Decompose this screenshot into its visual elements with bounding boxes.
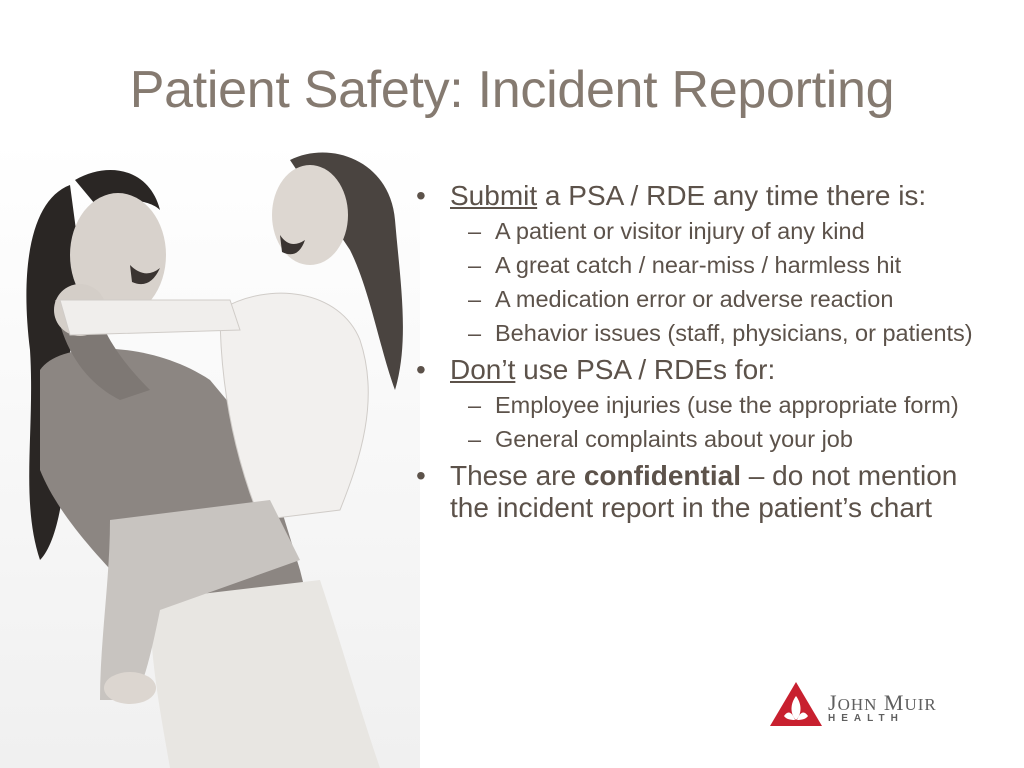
dash-marker: – <box>468 286 482 312</box>
bullet-marker: • <box>416 180 426 211</box>
logo-name: JOHN MUIR <box>828 690 937 715</box>
logo-subtitle: HEALTH <box>828 713 904 724</box>
bullet-marker: • <box>416 460 426 491</box>
bullet-dont-emphasis: Don’t <box>450 354 516 385</box>
bullet-submit <box>412 180 1012 212</box>
bullet-dont-text: use PSA / RDEs for: <box>515 354 776 385</box>
sub-bullet: – A patient or visitor injury of any kind <box>468 218 865 244</box>
slide-title: Patient Safety: Incident Reporting <box>129 61 895 119</box>
dash-marker: – <box>468 426 482 452</box>
bullet-content <box>412 180 1012 526</box>
mother-daughter-photo <box>0 140 420 768</box>
sub-bullet: – Employee injuries (use the appropriate form) <box>468 392 959 418</box>
bullet-submit-emphasis: Submit <box>450 180 538 211</box>
dash-marker: – <box>468 252 482 278</box>
sub-bullet: – A medication error or adverse reaction <box>468 286 894 312</box>
bullet-confidential: • These are confidential – do not mention the incident report in the patient’s chart <box>416 460 958 523</box>
confidential-emphasis: confidential <box>583 460 741 491</box>
bullet-dont <box>412 354 1012 386</box>
john-muir-health-logo <box>768 680 978 730</box>
sub-bullet: – A great catch / near-miss / harmless hit <box>468 252 902 278</box>
bullet-submit-text: a PSA / RDE any time there is: <box>537 180 927 211</box>
bullet-marker: • <box>416 354 426 385</box>
dash-marker: – <box>468 392 482 418</box>
sub-bullet: – General complaints about your job <box>468 426 853 452</box>
dash-marker: – <box>468 218 482 244</box>
sub-bullet: – Behavior issues (staff, physicians, or patients) <box>468 320 973 346</box>
flame-triangle-icon <box>768 680 824 728</box>
dash-marker: – <box>468 320 482 346</box>
